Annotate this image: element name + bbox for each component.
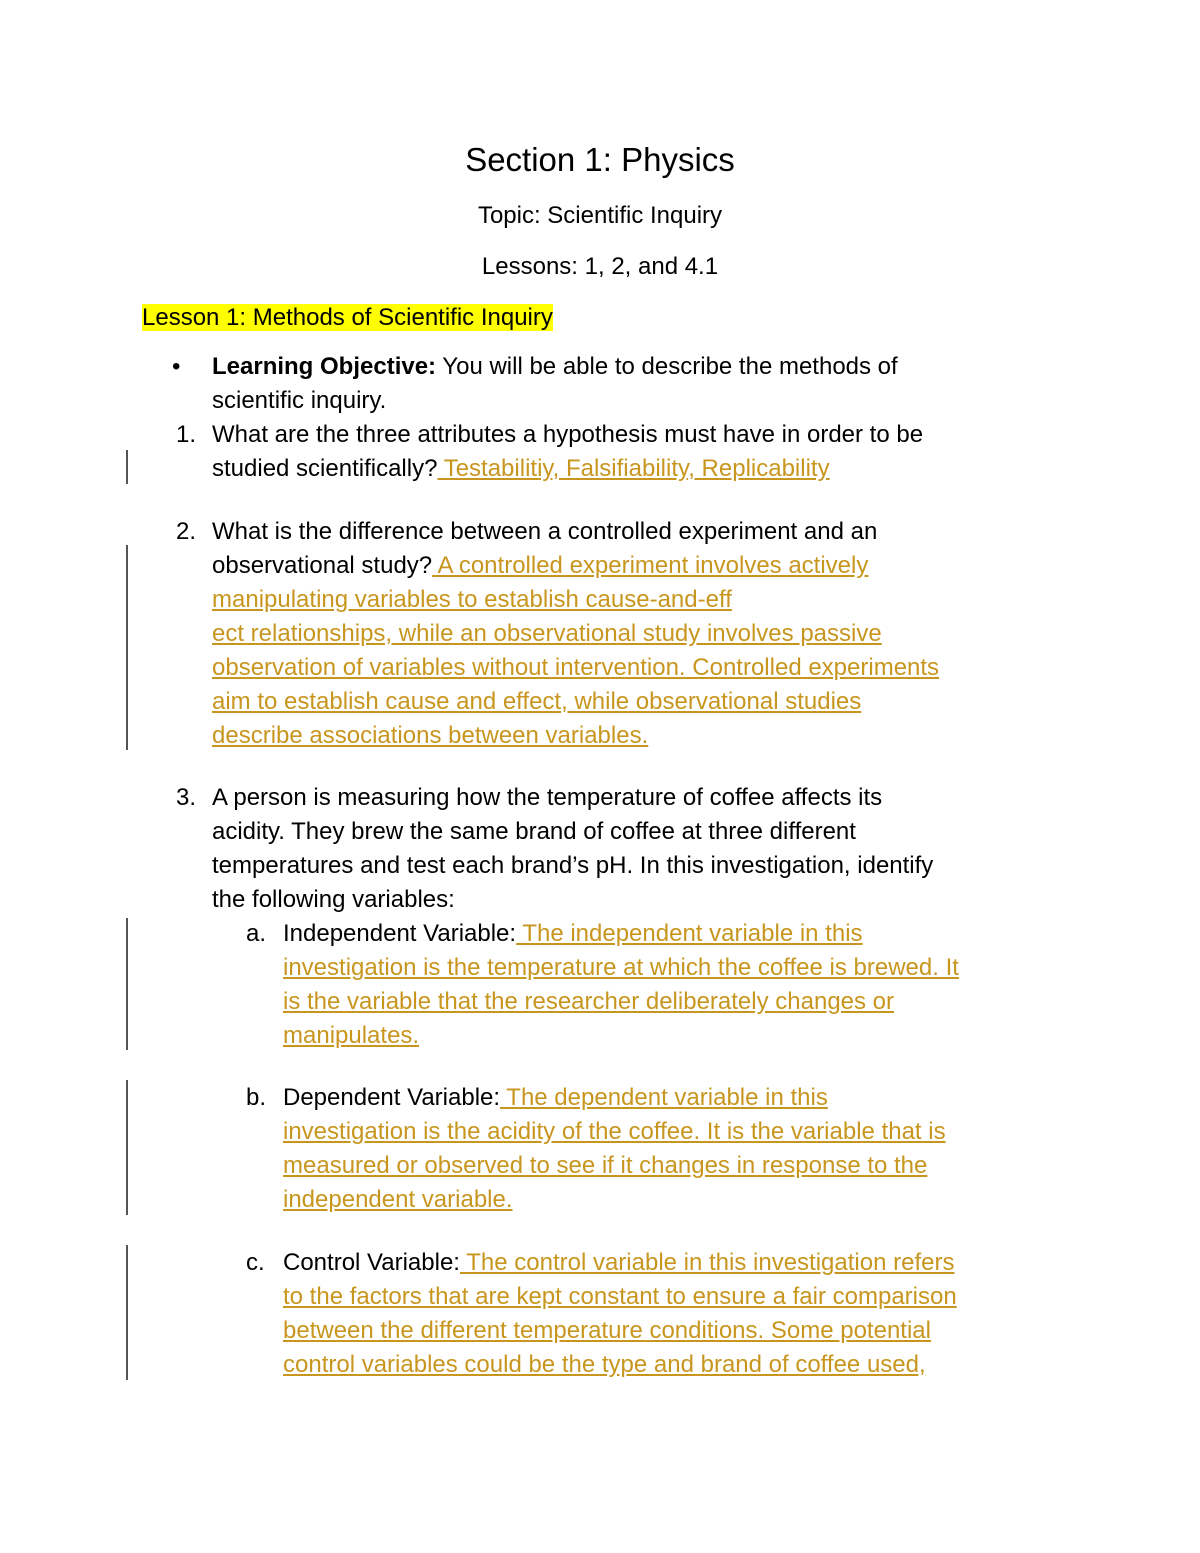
q1-line-2 (212, 452, 830, 486)
q2-number: 2. (176, 518, 197, 545)
q2-answer-5: aim to establish cause and effect, while observational studies (212, 688, 862, 715)
q3a-answer-4: manipulates. (283, 1022, 420, 1049)
q3c-answer-4: control variables could be the type and brand of coffee used, (283, 1351, 926, 1378)
objective-text: You will be able to describe the methods of (436, 353, 898, 380)
q3b-marker: b. (246, 1084, 267, 1111)
bullet-icon: • (172, 353, 181, 380)
q1-question-end: studied scientifically? (212, 455, 438, 482)
change-bar (126, 545, 128, 750)
q2-line-1: What is the difference between a controlled experiment and an (212, 518, 878, 545)
q3b-line-1 (283, 1081, 828, 1115)
q3b-answer-3: measured or observed to see if it changes in response to the (283, 1152, 928, 1179)
change-bar (126, 918, 128, 1050)
lesson-heading (142, 301, 553, 335)
q2-question-end: observational study? (212, 552, 433, 579)
change-bar (126, 1080, 128, 1215)
q3c-answer-1: The control variable in this investigation refers (459, 1249, 955, 1276)
q2-answer-3: ect relationships, while an observational study involves passive (212, 620, 882, 647)
q3c-answer-2: to the factors that are kept constant to ensure a fair comparison (283, 1283, 957, 1310)
section-title: Section 1: Physics (465, 141, 735, 178)
q3b-answer-4: independent variable. (283, 1186, 513, 1213)
q3a-marker: a. (246, 920, 267, 947)
q3-line-3: temperatures and test each brand’s pH. In this investigation, identify (212, 852, 934, 879)
change-bar (126, 450, 128, 484)
objective-line-2: scientific inquiry. (212, 387, 387, 414)
q2-answer-4: observation of variables without intervention. Controlled experiments (212, 654, 940, 681)
topic-line: Topic: Scientific Inquiry (477, 202, 723, 229)
q2-line-2 (212, 549, 868, 583)
q3b-answer-2: investigation is the acidity of the coffee. It is the variable that is (283, 1118, 946, 1145)
q3-line-2: acidity. They brew the same brand of coffee at three different (212, 818, 856, 845)
q3-line-4: the following variables: (212, 886, 455, 913)
q2-answer-2: manipulating variables to establish cause-and-eff (212, 586, 732, 613)
q3-number: 3. (176, 784, 197, 811)
q2-answer-6: describe associations between variables. (212, 722, 649, 749)
q3c-line-1 (283, 1246, 954, 1280)
objective-line-1 (212, 350, 898, 384)
q3a-answer-1: The independent variable in this (516, 920, 863, 947)
q1-number: 1. (176, 421, 197, 448)
q3c-label: Control Variable: (283, 1249, 460, 1276)
q3a-answer-3: is the variable that the researcher deliberately changes or (283, 988, 895, 1015)
lessons-line: Lessons: 1, 2, and 4.1 (481, 253, 719, 280)
q3c-answer-3: between the different temperature conditions. Some potential (283, 1317, 931, 1344)
q3a-line-1 (283, 917, 863, 951)
q3a-answer-2: investigation is the temperature at which the coffee is brewed. It (283, 954, 959, 981)
q3b-answer-1: The dependent variable in this (500, 1084, 828, 1111)
q3-line-1: A person is measuring how the temperature of coffee affects its (212, 784, 883, 811)
q3a-label: Independent Variable: (283, 920, 517, 947)
q1-answer: Testabilitiy, Falsifiability, Replicability (437, 455, 830, 482)
objective-label: Learning Objective: (212, 353, 437, 380)
lesson-heading-text: Lesson 1: Methods of Scientific Inquiry (142, 304, 553, 331)
change-bar (126, 1245, 128, 1380)
q3b-label: Dependent Variable: (283, 1084, 501, 1111)
q1-line-1: What are the three attributes a hypothesis must have in order to be (212, 421, 924, 448)
q3c-marker: c. (246, 1249, 265, 1276)
q2-answer-1: A controlled experiment involves actively (432, 552, 869, 579)
